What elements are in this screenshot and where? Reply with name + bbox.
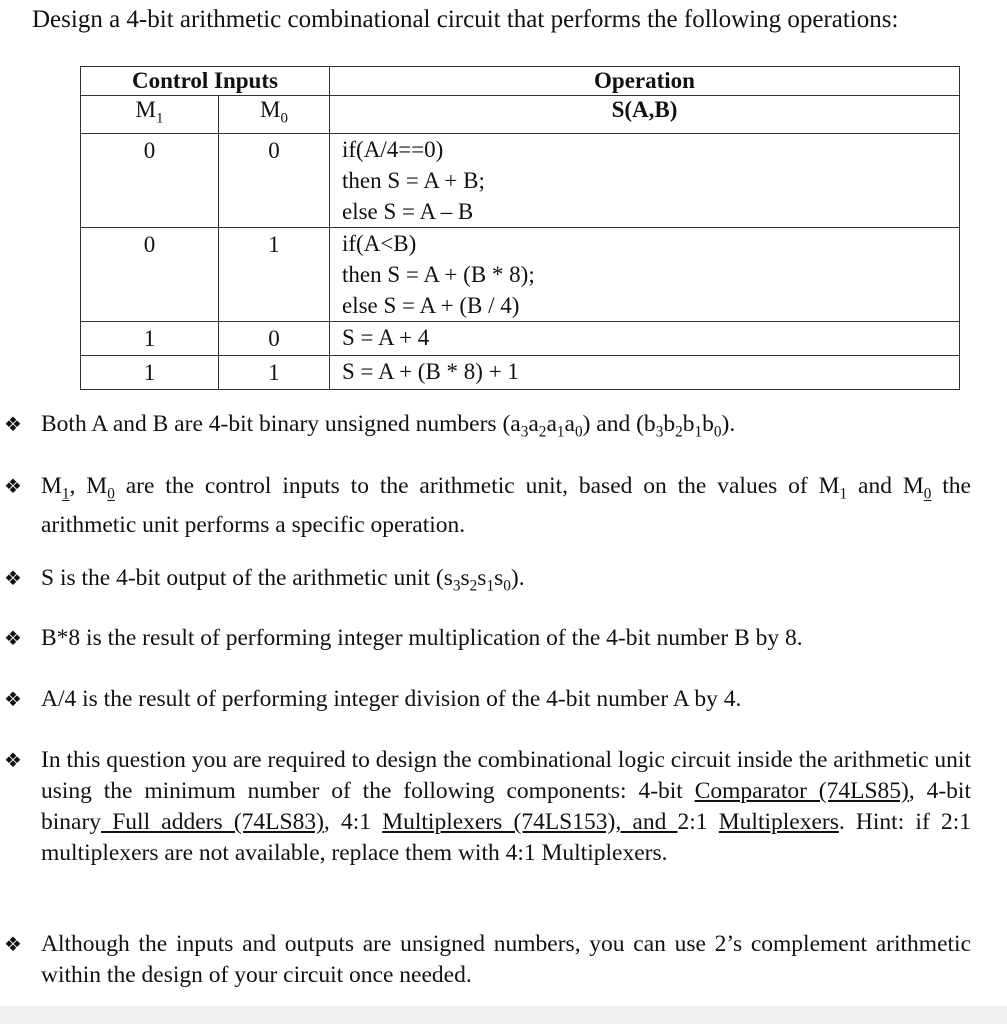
table-row — [81, 321, 960, 355]
cell-operation — [330, 355, 960, 389]
bullet-diamond-icon: ❖ — [4, 566, 22, 590]
operation-line: S = A + 4 — [342, 324, 430, 350]
cell-m0: 1 — [219, 355, 330, 389]
bullet-text: B*8 is the result of performing integer multiplication of the 4-bit number B by 8. — [41, 625, 803, 651]
operation-line: else S = A + (B / 4) — [342, 292, 520, 318]
bullet-diamond-icon: ❖ — [4, 626, 22, 650]
header-s: S(A,B) — [330, 96, 960, 134]
cell-m1: 0 — [81, 227, 219, 321]
operation-line: then S = A + B; — [342, 167, 485, 193]
bullet-text: A/4 is the result of performing integer division of the 4-bit number A by 4. — [41, 686, 742, 712]
bottom-bar — [0, 1006, 1007, 1024]
cell-operation — [330, 227, 960, 321]
cell-operation — [330, 321, 960, 355]
header-operation: Operation — [330, 67, 960, 96]
page-title: Design a 4-bit arithmetic combinational circuit that performs the following operations: — [32, 6, 899, 33]
bullet-text: Although the inputs and outputs are unsigned numbers, you can use 2’s complement arithmetic within the design of your circuit once needed. — [41, 931, 971, 988]
cell-m0: 0 — [219, 133, 330, 227]
table-subheader-row — [81, 96, 960, 134]
operations-table — [80, 66, 960, 390]
operation-line: else S = A – B — [342, 198, 474, 224]
bullet-diamond-icon: ❖ — [4, 474, 22, 498]
cell-m1: 0 — [81, 133, 219, 227]
operation-line: S = A + (B * 8) + 1 — [342, 358, 519, 384]
bullet-text: In this question you are required to design the combinational logic circuit inside the arithmetic unit using the minimum number of the following components: 4-bit Comparator (74LS85), 4-bit binary Full adders (74LS83), 4:1 Multiplexers (74LS153), and 2:1 Multiplexers. Hint: if 2:1 multiplexers are not available, replace them with 4:1 Multiplexers. — [41, 747, 972, 866]
cell-m1: 1 — [81, 355, 219, 389]
bullet-diamond-icon: ❖ — [4, 748, 22, 772]
bullet-text: $M_1$, $M_0$ are the control inputs to the arithmetic unit, based on the values of $M_1$ and $M_0$ the arithmetic unit performs a specific operation. — [41, 473, 971, 538]
bullet-text: S is the 4-bit output of the arithmetic unit $(s_3s_2s_1s_0)$. — [41, 565, 525, 595]
cell-m0: 1 — [219, 227, 330, 321]
bullet-diamond-icon: ❖ — [4, 412, 22, 436]
table-header-row — [81, 67, 960, 96]
bullet-diamond-icon: ❖ — [4, 687, 22, 711]
operation-line: if(A<B) — [342, 230, 417, 256]
header-control-inputs: Control Inputs — [81, 67, 330, 96]
table-row — [81, 355, 960, 389]
header-m0: $M_0$ — [219, 96, 330, 134]
table-row — [81, 227, 960, 321]
header-m1: $M_1$ — [81, 96, 219, 134]
cell-operation — [330, 133, 960, 227]
table-row — [81, 133, 960, 227]
bullet-diamond-icon: ❖ — [4, 932, 22, 956]
operation-line: if(A/4==0) — [342, 136, 444, 162]
cell-m1: 1 — [81, 321, 219, 355]
cell-m0: 0 — [219, 321, 330, 355]
operation-line: then S = A + (B * 8); — [342, 261, 535, 287]
bullet-text: Both A and B are 4-bit binary unsigned numbers $(a_3a_2a_1a_0)$ and $(b_3b_2b_1b_0)$. — [41, 411, 736, 441]
